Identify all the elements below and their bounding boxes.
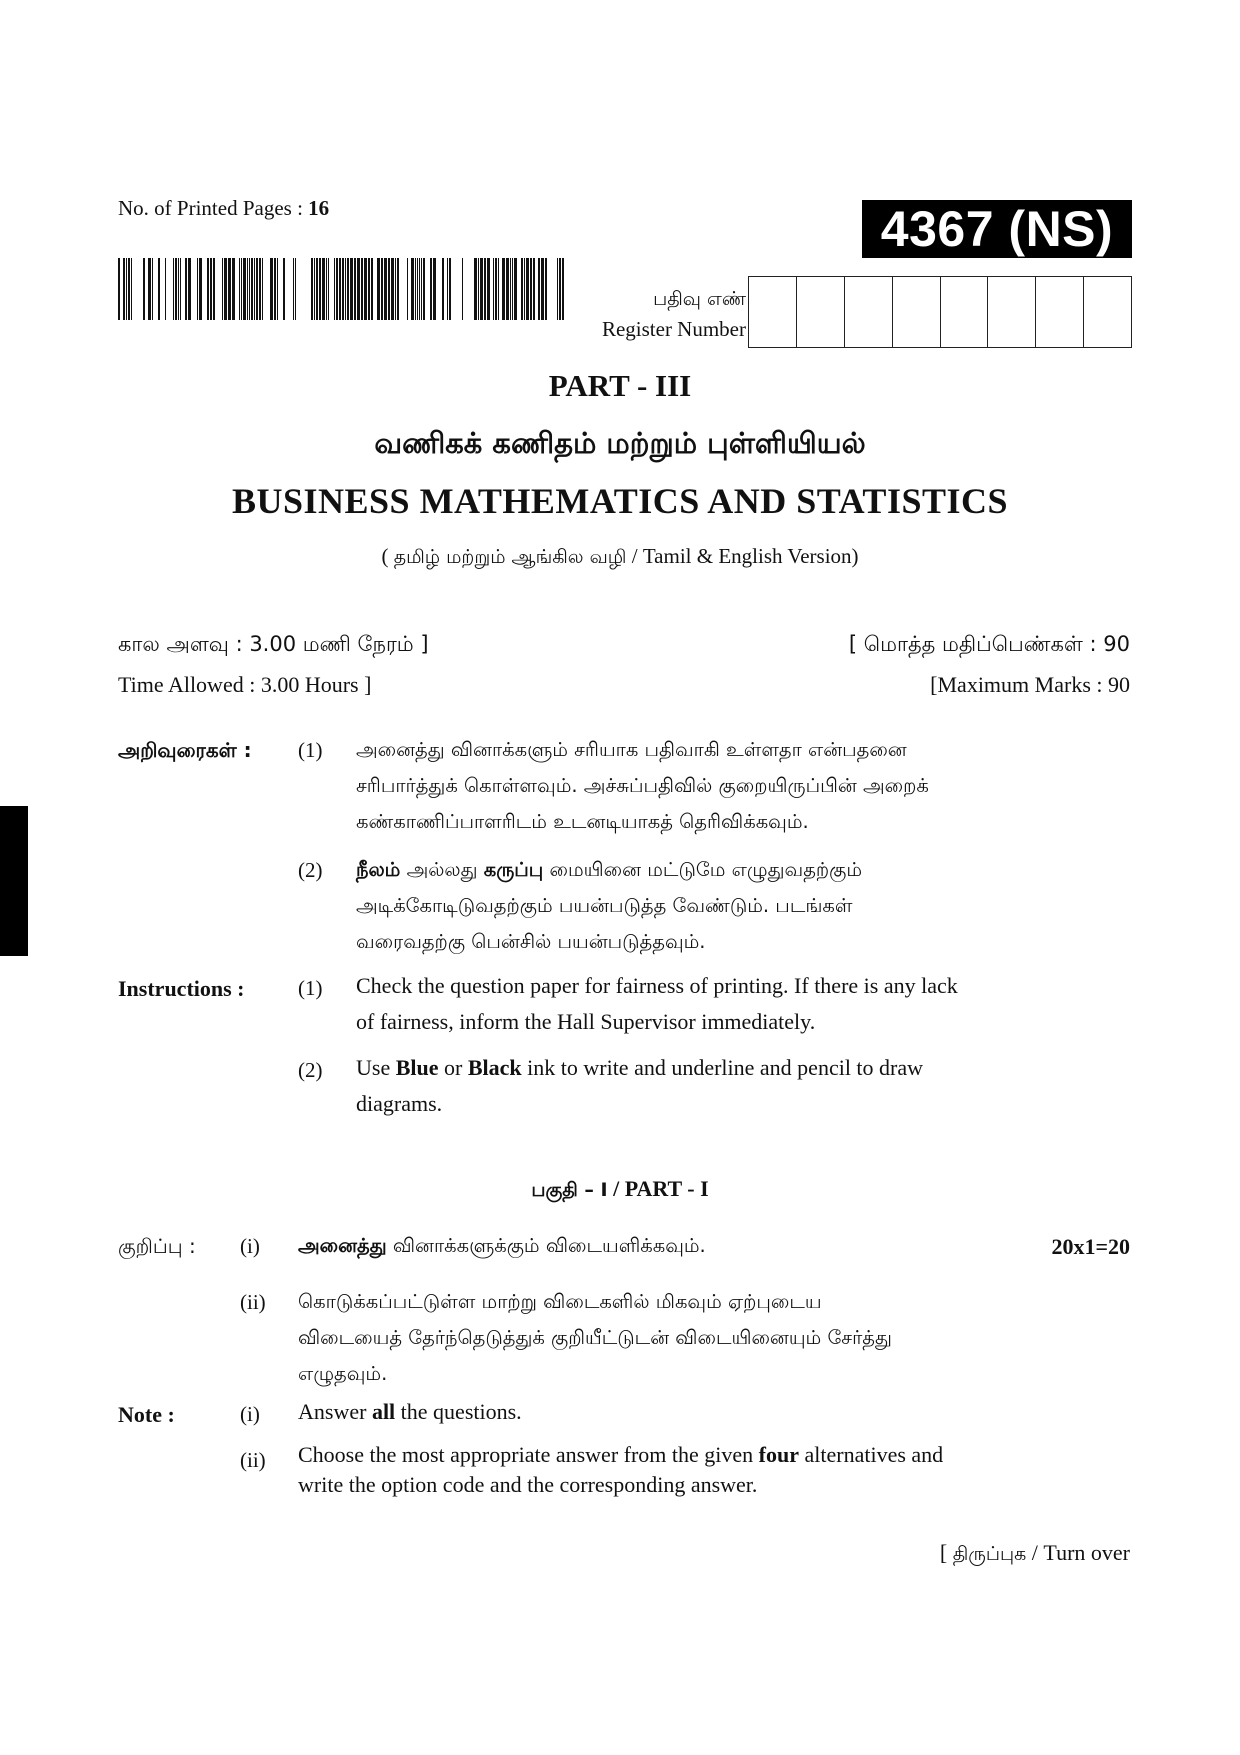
text-line: of fairness, inform the Hall Supervisor immediately. bbox=[356, 1009, 816, 1034]
barcode-bar bbox=[354, 258, 356, 320]
bold-text: Black bbox=[467, 1055, 522, 1080]
barcode-bar bbox=[185, 258, 187, 320]
barcode-bar bbox=[480, 258, 483, 320]
subject-title-english: BUSINESS MATHEMATICS AND STATISTICS bbox=[231, 481, 1009, 521]
text-line: வரைவதற்கு பென்சில் பயன்படுத்தவும். bbox=[356, 930, 706, 953]
text-line: அடிக்கோடிடுவதற்கும் பயன்படுத்த வேண்டும். படங்கள் bbox=[356, 894, 853, 917]
barcode-bar bbox=[256, 258, 258, 320]
barcode-bar bbox=[502, 258, 505, 320]
barcode-bar bbox=[506, 258, 509, 320]
barcode-bar bbox=[514, 258, 517, 320]
barcode-bar bbox=[498, 258, 499, 320]
max-marks-tamil: [ மொத்த மதிப்பெண்கள் : 90 bbox=[848, 632, 1130, 656]
barcode-bar bbox=[345, 258, 346, 320]
instruction-tamil-2-text bbox=[356, 852, 1072, 960]
barcode-bar bbox=[295, 258, 296, 320]
text-line bbox=[298, 1228, 998, 1264]
printed-pages-label: No. of Printed Pages : bbox=[118, 196, 303, 220]
barcode-bar bbox=[254, 258, 255, 320]
barcode-bar bbox=[197, 258, 198, 320]
version-tamil: தமிழ் மற்றும் ஆங்கில வழி bbox=[393, 546, 627, 568]
instruction-english-1-num: (1) bbox=[298, 976, 323, 1000]
barcode-bar bbox=[364, 258, 367, 320]
register-label-tamil: பதிவு எண் bbox=[653, 288, 746, 310]
time-allowed-english: Time Allowed : 3.00 Hours ] bbox=[118, 672, 372, 697]
barcode-bar bbox=[495, 258, 497, 320]
text-line: write the option code and the corresponding answer. bbox=[298, 1472, 758, 1497]
text-line: கண்காணிப்பாளரிடம் உடனடியாகத் தெரிவிக்கவும். bbox=[356, 810, 809, 833]
barcode-bar bbox=[152, 258, 153, 320]
turn-over-open: [ bbox=[939, 1540, 953, 1565]
barcode-bar bbox=[419, 258, 420, 320]
text: வினாக்களுக்கும் விடையளிக்கவும். bbox=[386, 1234, 706, 1257]
note-tamil-1-num: (i) bbox=[240, 1234, 260, 1258]
barcode-bar bbox=[368, 258, 370, 320]
register-digit-box[interactable] bbox=[749, 277, 796, 347]
text: Use bbox=[356, 1055, 396, 1080]
barcode-bar bbox=[207, 258, 209, 320]
instruction-english-2-num: (2) bbox=[298, 1058, 323, 1082]
barcode-bar bbox=[474, 258, 477, 320]
barcode-bar bbox=[541, 258, 544, 320]
barcode-bar bbox=[384, 258, 387, 320]
part-one-heading-english: / PART - I bbox=[607, 1176, 709, 1201]
barcode-bar bbox=[175, 258, 177, 320]
barcode-bar bbox=[224, 258, 227, 320]
version-english: / Tamil & English Version) bbox=[626, 544, 859, 568]
register-digit-box[interactable] bbox=[987, 277, 1035, 347]
barcode-bar bbox=[417, 258, 418, 320]
barcode-bar bbox=[274, 258, 276, 320]
text: or bbox=[438, 1055, 468, 1080]
barcode-bar bbox=[126, 258, 127, 320]
register-label-english: Register Number bbox=[601, 317, 746, 341]
barcode-bar bbox=[314, 258, 315, 320]
barcode-bar bbox=[545, 258, 547, 320]
barcode-bar bbox=[421, 258, 422, 320]
turn-over-english: / Turn over bbox=[1026, 1540, 1130, 1565]
turn-over-tamil: திருப்புக bbox=[952, 1543, 1027, 1565]
barcode-bar bbox=[391, 258, 394, 320]
bold-text: கருப்பு bbox=[483, 858, 544, 881]
barcode-bar bbox=[530, 258, 532, 320]
version-line bbox=[0, 544, 1240, 571]
barcode-bar bbox=[334, 258, 335, 320]
instruction-tamil-2-num: (2) bbox=[298, 858, 323, 882]
barcode-bar bbox=[222, 258, 223, 320]
barcode-bar bbox=[322, 258, 325, 320]
bold-text: four bbox=[758, 1442, 799, 1467]
bold-text: நீலம் bbox=[356, 858, 401, 881]
barcode-bar bbox=[430, 258, 432, 320]
barcode-bar bbox=[232, 258, 235, 320]
text-line: விடையைத் தேர்ந்தெடுத்துக் குறியீட்டுடன் விடையினையும் சேர்த்து bbox=[298, 1326, 892, 1349]
text-line bbox=[298, 1394, 1072, 1430]
barcode-bar bbox=[442, 258, 444, 320]
register-number-label bbox=[560, 284, 746, 344]
text: ink to write and underline and pencil to draw bbox=[521, 1055, 924, 1080]
note-tamil-1-text bbox=[298, 1228, 998, 1264]
barcode-bar bbox=[347, 258, 349, 320]
barcode-bar bbox=[357, 258, 360, 320]
barcode-bar bbox=[249, 258, 250, 320]
barcode-bar bbox=[165, 258, 166, 320]
text-line bbox=[356, 1050, 1072, 1086]
barcode-bar bbox=[180, 258, 181, 320]
barcode-bar bbox=[336, 258, 338, 320]
text: மையினை மட்டுமே எழுதுவதற்கும் bbox=[543, 858, 863, 881]
barcode bbox=[118, 258, 564, 320]
note-english-1-text bbox=[298, 1394, 1072, 1430]
barcode-bar bbox=[415, 258, 416, 320]
barcode-bar bbox=[259, 258, 261, 320]
margin-registration-mark bbox=[0, 806, 28, 956]
barcode-bar bbox=[433, 258, 436, 320]
note-english-1-num: (i) bbox=[240, 1402, 260, 1426]
register-digit-box[interactable] bbox=[940, 277, 988, 347]
time-allowed-tamil: கால அளவு : 3.00 மணி நேரம் ] bbox=[118, 632, 429, 656]
text-line: சரிபார்த்துக் கொள்ளவும். அச்சுப்பதிவில் குறையிருப்பின் அறைக் bbox=[356, 774, 929, 797]
barcode-bar bbox=[319, 258, 321, 320]
part-one-heading bbox=[0, 1176, 1240, 1204]
barcode-bar bbox=[493, 258, 494, 320]
barcode-bar bbox=[521, 258, 523, 320]
text: the questions. bbox=[395, 1399, 522, 1424]
barcode-bar bbox=[173, 258, 174, 320]
barcode-bar bbox=[350, 258, 353, 320]
text: Answer bbox=[298, 1399, 372, 1424]
text-line bbox=[356, 852, 1072, 888]
barcode-bar bbox=[118, 258, 120, 320]
register-digit-box[interactable] bbox=[796, 277, 844, 347]
barcode-bar bbox=[377, 258, 380, 320]
barcode-bar bbox=[328, 258, 329, 320]
instructions-tamil-label: அறிவுரைகள் : bbox=[118, 738, 252, 762]
barcode-bar bbox=[228, 258, 231, 320]
barcode-bar bbox=[381, 258, 383, 320]
register-digit-box[interactable] bbox=[892, 277, 940, 347]
version-open: ( bbox=[381, 544, 394, 568]
text-line: எழுதவும். bbox=[298, 1362, 388, 1385]
bold-text: all bbox=[371, 1399, 396, 1424]
note-english-2-num: (ii) bbox=[240, 1448, 266, 1472]
barcode-bar bbox=[243, 258, 246, 320]
barcode-bar bbox=[270, 258, 273, 320]
barcode-bar bbox=[395, 258, 396, 320]
barcode-bar bbox=[131, 258, 132, 320]
barcode-bar bbox=[447, 258, 448, 320]
barcode-bar bbox=[510, 258, 511, 320]
text: அல்லது bbox=[400, 858, 484, 881]
instruction-tamil-1-num: (1) bbox=[298, 738, 323, 762]
part-one-heading-tamil: பகுதி – I bbox=[531, 1179, 608, 1201]
barcode-bar bbox=[388, 258, 390, 320]
barcode-bar bbox=[247, 258, 248, 320]
barcode-bar bbox=[411, 258, 414, 320]
bold-text: Blue bbox=[395, 1055, 439, 1080]
barcode-bar bbox=[371, 258, 373, 320]
text-line bbox=[298, 1440, 1072, 1470]
text-line: அனைத்து வினாக்களும் சரியாக பதிவாகி உள்ளதா என்பதனை bbox=[356, 738, 907, 761]
text-line: கொடுக்கப்பட்டுள்ள மாற்று விடைகளில் மிகவும் ஏற்புடைய bbox=[298, 1290, 822, 1313]
barcode-bar bbox=[361, 258, 363, 320]
note-tamil-label: குறிப்பு : bbox=[118, 1234, 196, 1258]
barcode-bar bbox=[199, 258, 202, 320]
part-title: PART - III bbox=[548, 368, 692, 403]
barcode-bar bbox=[557, 258, 558, 320]
paper-code: 4367 (NS) bbox=[862, 200, 1132, 258]
barcode-bar bbox=[293, 258, 294, 320]
barcode-bar bbox=[524, 258, 525, 320]
note-tamil-2-num: (ii) bbox=[240, 1290, 266, 1314]
text: alternatives and bbox=[799, 1442, 944, 1467]
printed-pages bbox=[118, 196, 329, 221]
barcode-bar bbox=[449, 258, 451, 320]
instruction-tamil-1-text bbox=[356, 732, 1072, 840]
barcode-bar bbox=[213, 258, 215, 320]
barcode-bar bbox=[210, 258, 212, 320]
instruction-english-1-text bbox=[356, 968, 1072, 1040]
barcode-bar bbox=[188, 258, 191, 320]
barcode-bar bbox=[148, 258, 151, 320]
barcode-bar bbox=[283, 258, 285, 320]
barcode-bar bbox=[277, 258, 278, 320]
barcode-bar bbox=[407, 258, 408, 320]
barcode-bar bbox=[241, 258, 242, 320]
bold-text: அனைத்து bbox=[298, 1234, 387, 1257]
barcode-bar bbox=[128, 258, 130, 320]
note-english-label: Note : bbox=[118, 1402, 175, 1427]
part-one-marks: 20x1=20 bbox=[1051, 1234, 1130, 1259]
barcode-bar bbox=[178, 258, 179, 320]
barcode-bar bbox=[316, 258, 318, 320]
text-line: diagrams. bbox=[356, 1091, 443, 1116]
barcode-bar bbox=[462, 258, 463, 320]
max-marks-english: [Maximum Marks : 90 bbox=[930, 672, 1130, 697]
turn-over bbox=[940, 1540, 1130, 1568]
barcode-bar bbox=[158, 258, 160, 320]
printed-pages-value: 16 bbox=[308, 196, 330, 220]
instruction-english-2-text bbox=[356, 1050, 1072, 1122]
barcode-bar bbox=[339, 258, 341, 320]
barcode-bar bbox=[484, 258, 486, 320]
barcode-bar bbox=[526, 258, 529, 320]
barcode-bar bbox=[239, 258, 240, 320]
barcode-bar bbox=[262, 258, 263, 320]
barcode-bar bbox=[123, 258, 125, 320]
register-digit-box[interactable] bbox=[1083, 277, 1131, 347]
barcode-bar bbox=[342, 258, 344, 320]
barcode-bar bbox=[538, 258, 540, 320]
barcode-bar bbox=[512, 258, 513, 320]
note-english-2-text bbox=[298, 1440, 1072, 1500]
barcode-bar bbox=[397, 258, 399, 320]
barcode-bar bbox=[423, 258, 425, 320]
barcode-bar bbox=[311, 258, 313, 320]
text-line: Check the question paper for fairness of printing. If there is any lack bbox=[356, 973, 958, 998]
barcode-bar bbox=[478, 258, 479, 320]
barcode-bar bbox=[251, 258, 253, 320]
register-digit-box[interactable] bbox=[844, 277, 892, 347]
instructions-english-label: Instructions : bbox=[118, 976, 245, 1001]
register-digit-box[interactable] bbox=[1035, 277, 1083, 347]
barcode-bar bbox=[143, 258, 145, 320]
barcode-bar bbox=[487, 258, 490, 320]
subject-title-tamil: வணிகக் கணிதம் மற்றும் புள்ளியியல் bbox=[374, 426, 866, 460]
note-tamil-2-text bbox=[298, 1284, 1072, 1392]
text: Choose the most appropriate answer from the given bbox=[298, 1442, 759, 1467]
register-number-boxes[interactable] bbox=[748, 276, 1132, 348]
barcode-bar bbox=[533, 258, 535, 320]
barcode-bar bbox=[326, 258, 327, 320]
